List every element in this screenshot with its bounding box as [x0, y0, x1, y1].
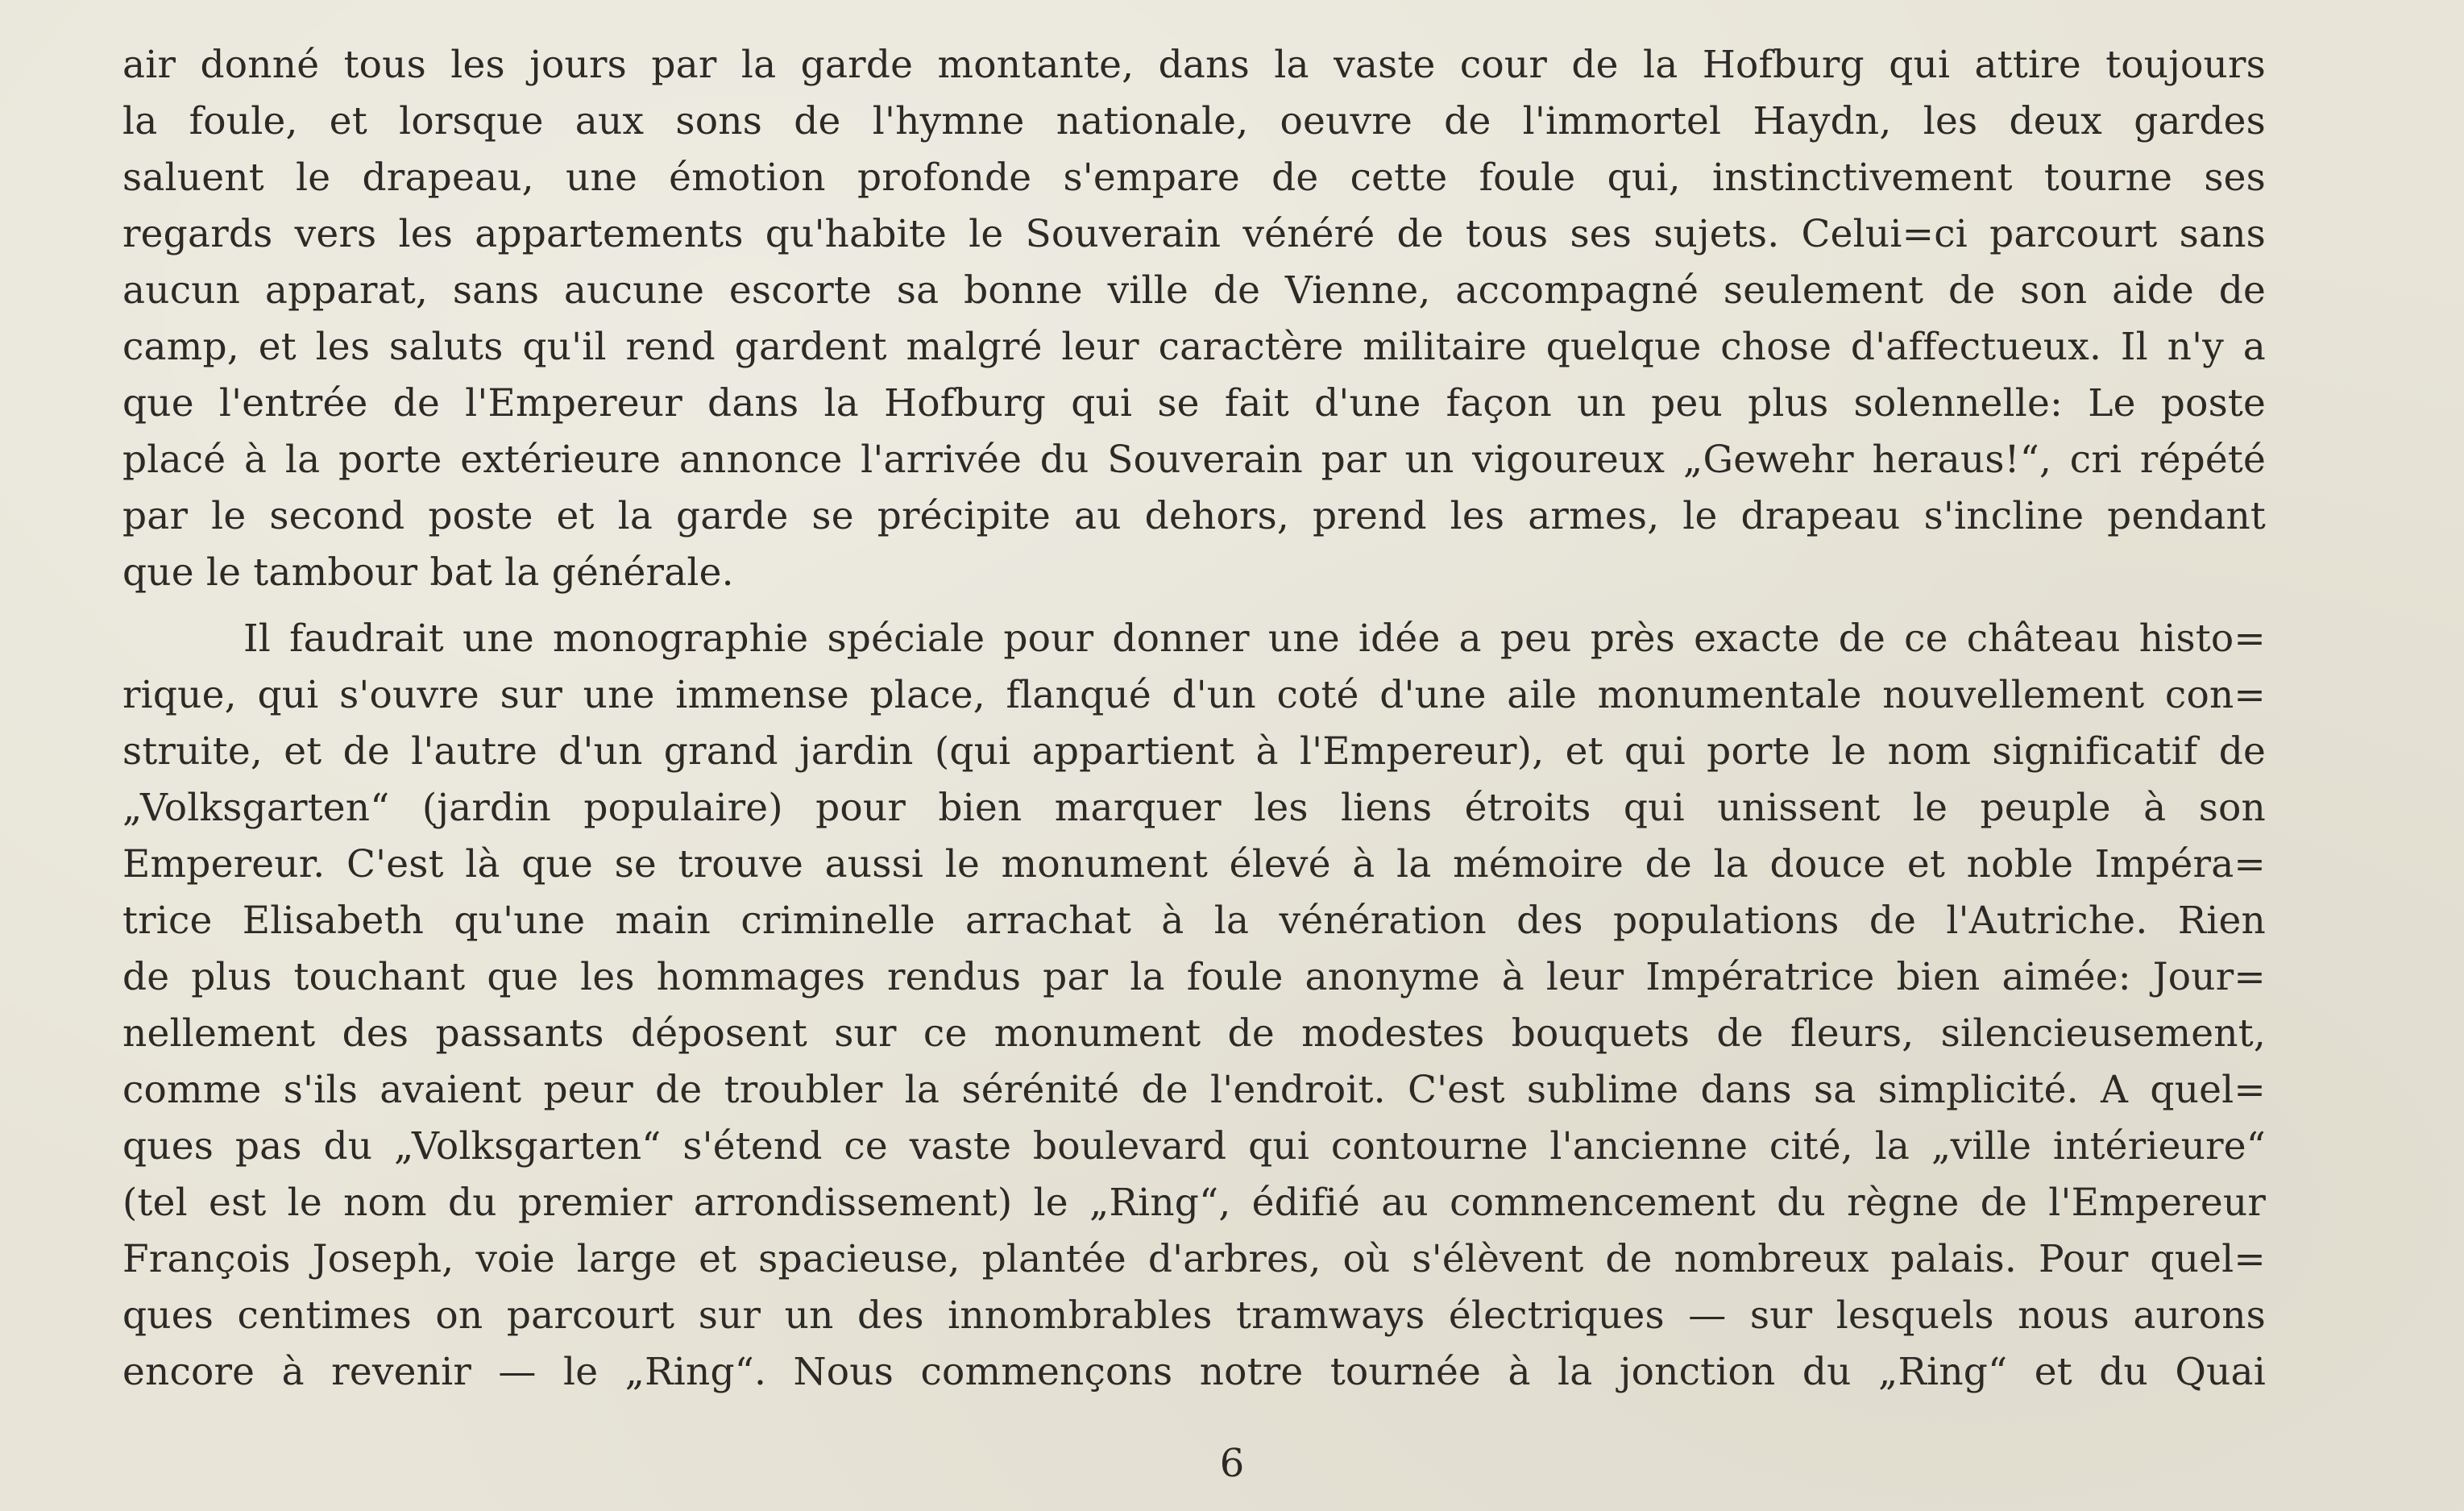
- text-line: la foule, et lorsque aux sons de l'hymne nationale, oeuvre de l'immortel Haydn, les deux gardes: [122, 99, 2266, 143]
- text-line: encore à revenir — le „Ring“. Nous commençons notre tournée à la jonction du „Ring“ et du Quai: [122, 1350, 2266, 1394]
- text-line: que l'entrée de l'Empereur dans la Hofburg qui se fait d'une façon un peu plus solennelle: Le poste: [122, 381, 2266, 425]
- text-line: François Joseph, voie large et spacieuse, plantée d'arbres, où s'élèvent de nombreux palais. Pour quel=: [122, 1237, 2266, 1281]
- text-line: „Volksgarten“ (jardin populaire) pour bien marquer les liens étroits qui unissent le peuple à son: [122, 786, 2266, 830]
- text-line: (tel est le nom du premier arrondissement) le „Ring“, édifié au commencement du règne de l'Empereur: [122, 1181, 2266, 1225]
- text-line: saluent le drapeau, une émotion profonde s'empare de cette foule qui, instinctivement tourne ses: [122, 156, 2266, 200]
- text-line: struite, et de l'autre d'un grand jardin (qui appartient à l'Empereur), et qui porte le nom significatif de: [122, 729, 2266, 774]
- text-line: regards vers les appartements qu'habite le Souverain vénéré de tous ses sujets. Celui=ci parcourt sans: [122, 212, 2266, 256]
- text-line: comme s'ils avaient peur de troubler la sérénité de l'endroit. C'est sublime dans sa simplicité. A quel=: [122, 1068, 2266, 1112]
- text-line: Il faudrait une monographie spéciale pour donner une idée a peu près exacte de ce château histo=: [243, 616, 2266, 661]
- text-line: ques pas du „Volksgarten“ s'étend ce vaste boulevard qui contourne l'ancienne cité, la „ville intérieure“: [122, 1124, 2266, 1169]
- text-line: aucun apparat, sans aucune escorte sa bonne ville de Vienne, accompagné seulement de son aide de: [122, 268, 2266, 313]
- paragraph-1: [122, 37, 2266, 601]
- text-line: placé à la porte extérieure annonce l'arrivée du Souverain par un vigoureux „Gewehr heraus!“, cri répété: [122, 438, 2266, 482]
- text-line: Empereur. C'est là que se trouve aussi le monument élevé à la mémoire de la douce et noble Impéra=: [122, 842, 2266, 886]
- text-line: nellement des passants déposent sur ce monument de modestes bouquets de fleurs, silencieusement,: [122, 1011, 2266, 1056]
- body-text: [122, 37, 2266, 1401]
- text-line: que le tambour bat la générale.: [122, 550, 734, 595]
- page-number: 6: [1219, 1441, 1245, 1486]
- paragraph-gap: [122, 601, 2266, 611]
- text-line: par le second poste et la garde se précipite au dehors, prend les armes, le drapeau s'incline pendant: [122, 494, 2266, 538]
- text-line: air donné tous les jours par la garde montante, dans la vaste cour de la Hofburg qui attire toujours: [122, 43, 2266, 87]
- text-line: ques centimes on parcourt sur un des innombrables tramways électriques — sur lesquels nous aurons: [122, 1293, 2266, 1338]
- paragraph-2: [122, 611, 2266, 1401]
- text-line: camp, et les saluts qu'il rend gardent malgré leur caractère militaire quelque chose d'affectueux. Il n'y a: [122, 325, 2266, 369]
- text-line: trice Elisabeth qu'une main criminelle arrachat à la vénération des populations de l'Autriche. Rien: [122, 899, 2266, 943]
- text-line: rique, qui s'ouvre sur une immense place, flanqué d'un coté d'une aile monumentale nouvellement con=: [122, 673, 2266, 717]
- text-line: de plus touchant que les hommages rendus par la foule anonyme à leur Impératrice bien aimée: Jour=: [122, 955, 2266, 999]
